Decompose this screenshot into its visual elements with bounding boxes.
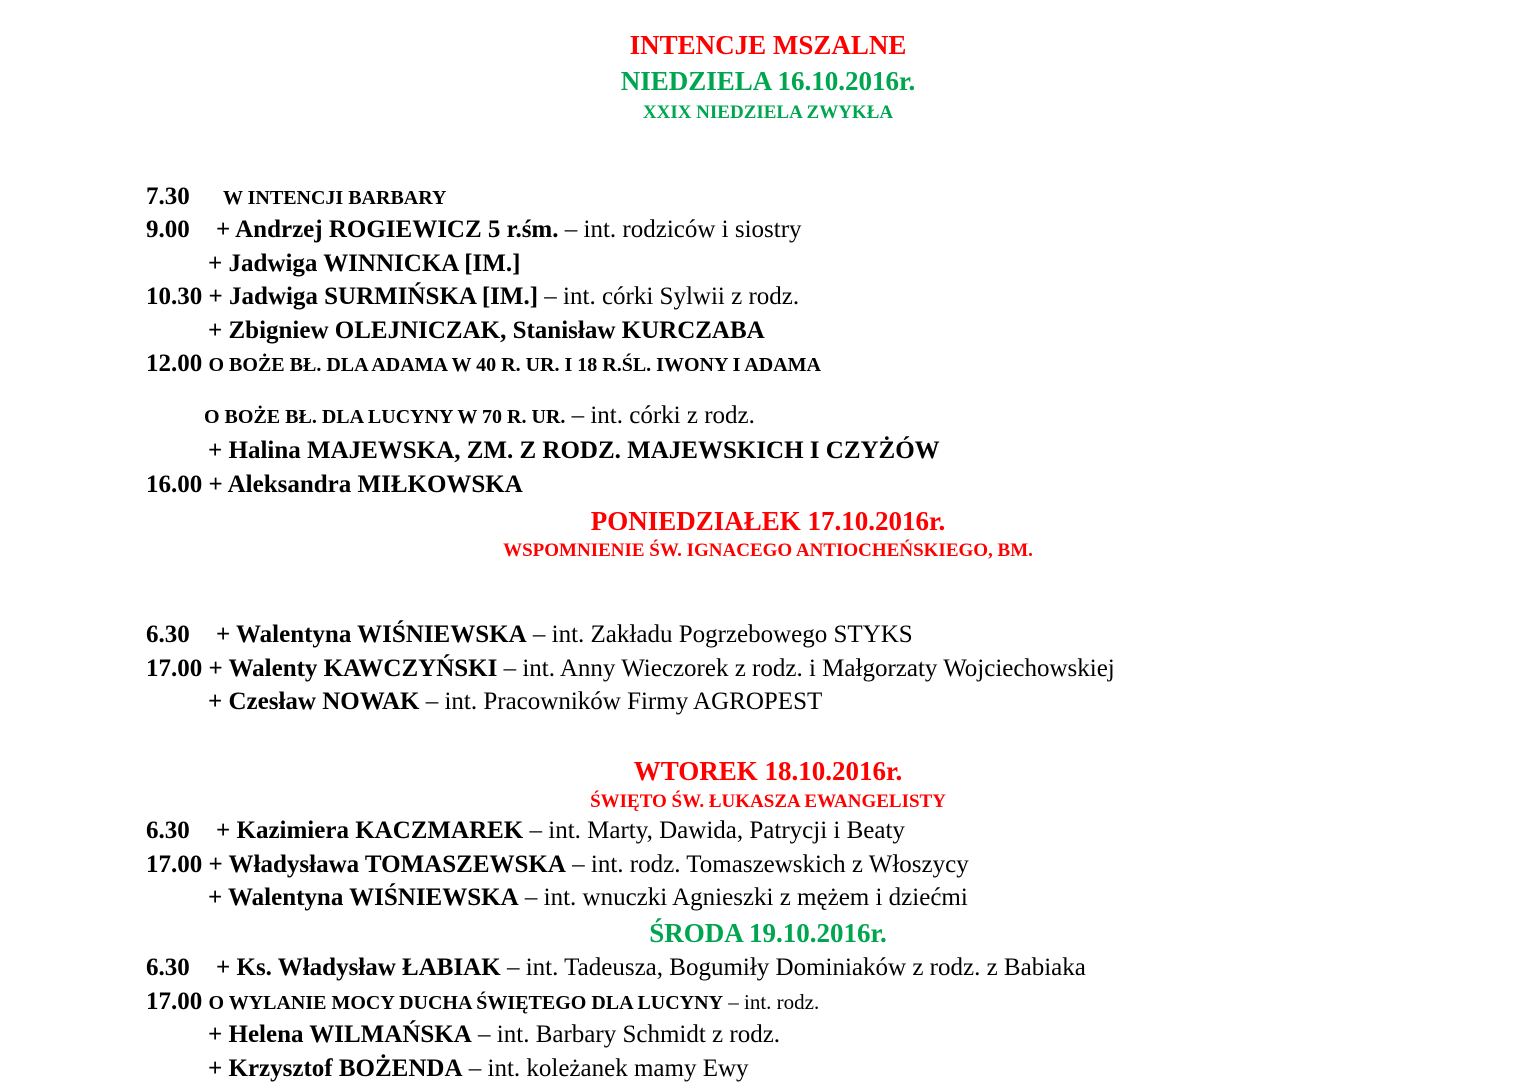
list-item — [208, 1054, 749, 1084]
list-item — [146, 349, 821, 380]
intention: O WYLANIE MOCY DUCHA ŚWIĘTEGO DLA LUCYNY — [208, 992, 724, 1014]
tuesday-feast: ŚWIĘTO ŚW. ŁUKASZA EWANGELISTY — [590, 791, 946, 812]
monday-date: PONIEDZIAŁEK 17.10.2016r. — [590, 506, 946, 536]
intention: + Władysława TOMASZEWSKA — [208, 851, 566, 878]
sunday-feast: XXIX NIEDZIELA ZWYKŁA — [642, 102, 894, 123]
mass-time: 6.30 — [146, 621, 190, 648]
intention: + Halina MAJEWSKA, ZM. Z RODZ. MAJEWSKICH I CZYŻÓW — [208, 437, 940, 464]
list-item — [146, 816, 905, 846]
intention-note: – int. córki Sylwii z rodz. — [538, 283, 800, 310]
mass-time: 10.30 — [146, 283, 203, 310]
mass-time: 17.00 — [146, 851, 203, 878]
intention-note: – int. Marty, Dawida, Patrycji i Beaty — [523, 817, 905, 844]
intention: + Walentyna WIŚNIEWSKA — [208, 884, 519, 911]
intention: + Helena WILMAŃSKA — [208, 1021, 472, 1048]
intention-note: – int. rodziców i siostry — [558, 216, 802, 243]
mass-time: 7.30 — [146, 183, 190, 210]
list-item — [208, 687, 822, 717]
list-item — [146, 953, 1086, 983]
intention: + Zbigniew OLEJNICZAK, Stanisław KURCZABA — [208, 317, 765, 344]
mass-time: 6.30 — [146, 817, 190, 844]
list-item — [208, 883, 968, 913]
intention-note: – int. Zakładu Pogrzebowego STYKS — [526, 621, 913, 648]
intention: + Andrzej ROGIEWICZ 5 r.śm. — [216, 216, 559, 243]
intention: + Aleksandra MIŁKOWSKA — [208, 471, 523, 498]
intention-note: – int. wnuczki Agnieszki z mężem i dziećmi — [518, 884, 968, 911]
list-item — [146, 470, 523, 500]
intention: + Krzysztof BOŻENDA — [208, 1055, 463, 1082]
list-item — [204, 401, 755, 432]
list-item — [146, 850, 969, 880]
wednesday-date: ŚRODA 19.10.2016r. — [649, 918, 887, 948]
intention-note: – int. rodz. Tomaszewskich z Włoszycy — [565, 851, 969, 878]
intention-note: – int. Tadeusza, Bogumiły Dominiaków z rodz. z Babiaka — [500, 954, 1086, 981]
list-item — [146, 620, 913, 650]
tuesday-date: WTOREK 18.10.2016r. — [633, 756, 903, 786]
mass-time: 17.00 — [146, 655, 203, 682]
list-item — [146, 987, 819, 1018]
intention-note: – int. Pracowników Firmy AGROPEST — [419, 688, 823, 715]
intention: W INTENCJI BARBARY — [223, 187, 447, 209]
list-item — [208, 1020, 780, 1050]
intention: + Walentyna WIŚNIEWSKA — [216, 621, 527, 648]
mass-time: 17.00 — [146, 988, 203, 1015]
intention: O BOŻE BŁ. DLA LUCYNY W 70 R. UR. — [204, 406, 566, 428]
list-item — [146, 215, 802, 245]
intention: + Ks. Władysław ŁABIAK — [216, 954, 501, 981]
list-item — [146, 182, 446, 213]
intention: + Jadwiga WINNICKA [IM.] — [208, 250, 521, 277]
list-item — [208, 436, 940, 466]
monday-feast: WSPOMNIENIE ŚW. IGNACEGO ANTIOCHEŃSKIEGO, BM. — [503, 540, 1033, 561]
mass-time: 16.00 — [146, 471, 203, 498]
list-item — [146, 654, 1115, 684]
sunday-date: NIEDZIELA 16.10.2016r. — [620, 66, 916, 96]
list-item — [146, 282, 799, 312]
mass-time: 12.00 — [146, 350, 203, 377]
intention: + Walenty KAWCZYŃSKI — [208, 655, 498, 682]
intention-note: – int. Barbary Schmidt z rodz. — [471, 1021, 781, 1048]
intention: + Jadwiga SURMIŃSKA [IM.] — [208, 283, 539, 310]
intention-note: – int. rodz. — [723, 990, 820, 1014]
page-title: INTENCJE MSZALNE — [629, 30, 907, 60]
list-item — [208, 316, 765, 346]
intention: O BOŻE BŁ. DLA ADAMA W 40 R. UR. I 18 R.ŚL. IWONY I ADAMA — [208, 354, 821, 376]
intention: + Czesław NOWAK — [208, 688, 420, 715]
list-item — [208, 249, 520, 279]
intention-note: – int. córki z rodz. — [565, 402, 755, 429]
intention-note: – int. Anny Wieczorek z rodz. i Małgorzaty Wojciechowskiej — [497, 655, 1115, 682]
intention: + Kazimiera KACZMAREK — [216, 817, 524, 844]
intention-note: – int. koleżanek mamy Ewy — [462, 1055, 749, 1082]
mass-time: 6.30 — [146, 954, 190, 981]
mass-time: 9.00 — [146, 216, 190, 243]
